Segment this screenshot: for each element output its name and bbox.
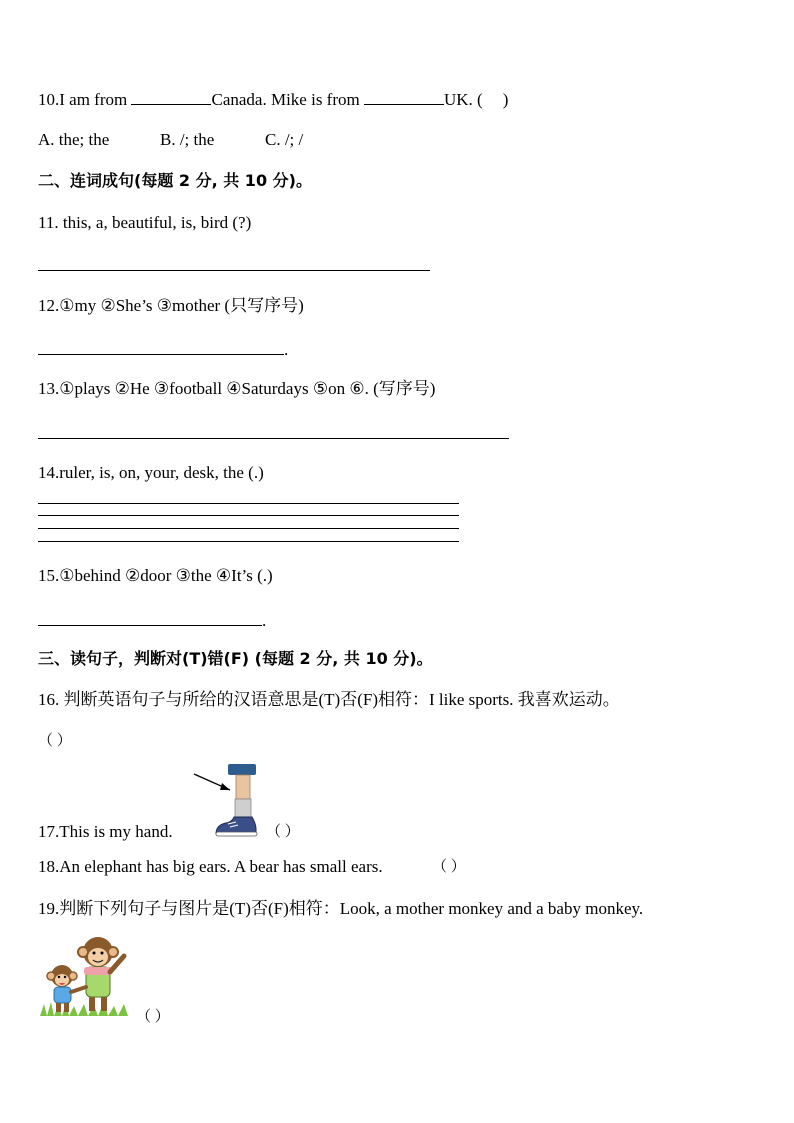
shorts xyxy=(228,764,256,775)
answer-blank[interactable] xyxy=(131,88,211,105)
sock xyxy=(235,799,251,817)
leg-foot-image xyxy=(190,762,262,840)
answer-line[interactable] xyxy=(38,438,509,439)
question-12: 12.①my ②She’s ③mother (只写序号) xyxy=(38,296,304,315)
question-19: 19.判断下列句子与图片是(T)否(F)相符：Look, a mother monkey and a baby monkey. xyxy=(38,899,644,918)
mother-monkey-arm xyxy=(110,956,124,972)
answer-paren[interactable]: （ ） xyxy=(136,1009,170,1025)
option-c[interactable]: C. /; / xyxy=(265,130,304,149)
writing-line-4[interactable] xyxy=(38,541,459,542)
writing-line-1[interactable] xyxy=(38,503,459,504)
section-2-heading: 二、连词成句(每题 2 分, 共 10 分)。 xyxy=(38,171,312,190)
answer-line[interactable] xyxy=(38,625,262,626)
writing-line-2[interactable] xyxy=(38,515,459,516)
question-16: 16. 判断英语句子与所给的汉语意思是(T)否(F)相符：I like sports. 我喜欢运动。 xyxy=(38,690,620,709)
answer-line[interactable] xyxy=(38,270,430,271)
answer-line[interactable] xyxy=(38,354,284,355)
period: . xyxy=(284,340,289,359)
question-15: 15.①behind ②door ③the ④It’s (.) xyxy=(38,566,273,585)
arrow-head xyxy=(220,783,230,790)
answer-paren[interactable]: （ ） xyxy=(432,859,466,875)
question-17: 17.This is my hand. xyxy=(38,822,173,841)
option-b[interactable]: B. /; the xyxy=(160,130,215,149)
shoe-sole xyxy=(216,832,257,836)
question-18: 18.An elephant has big ears. A bear has small ears. xyxy=(38,857,383,876)
answer-paren[interactable]: （ ） xyxy=(38,733,72,749)
question-11: 11. this, a, beautiful, is, bird (?) xyxy=(38,213,252,232)
baby-monkey-shirt xyxy=(54,987,71,1003)
question-13: 13.①plays ②He ③football ④Saturdays ⑤on ⑥. (写序号) xyxy=(38,379,436,398)
section-3-heading: 三、读句子，判断对(T)错(F) (每题 2 分, 共 10 分)。 xyxy=(38,649,433,668)
period: . xyxy=(262,611,267,630)
question-14: 14.ruler, is, on, your, desk, the (.) xyxy=(38,463,264,482)
answer-paren[interactable]: （ ） xyxy=(266,824,300,840)
answer-blank[interactable] xyxy=(364,88,444,105)
question-10-options xyxy=(38,130,303,150)
option-a[interactable]: A. the; the xyxy=(38,130,110,149)
monkeys-image xyxy=(38,932,134,1020)
question-10: 10.I am from Canada. Mike is from UK. ( ) xyxy=(38,90,509,109)
writing-line-3[interactable] xyxy=(38,528,459,529)
leg xyxy=(236,775,250,799)
grass xyxy=(40,1002,128,1016)
